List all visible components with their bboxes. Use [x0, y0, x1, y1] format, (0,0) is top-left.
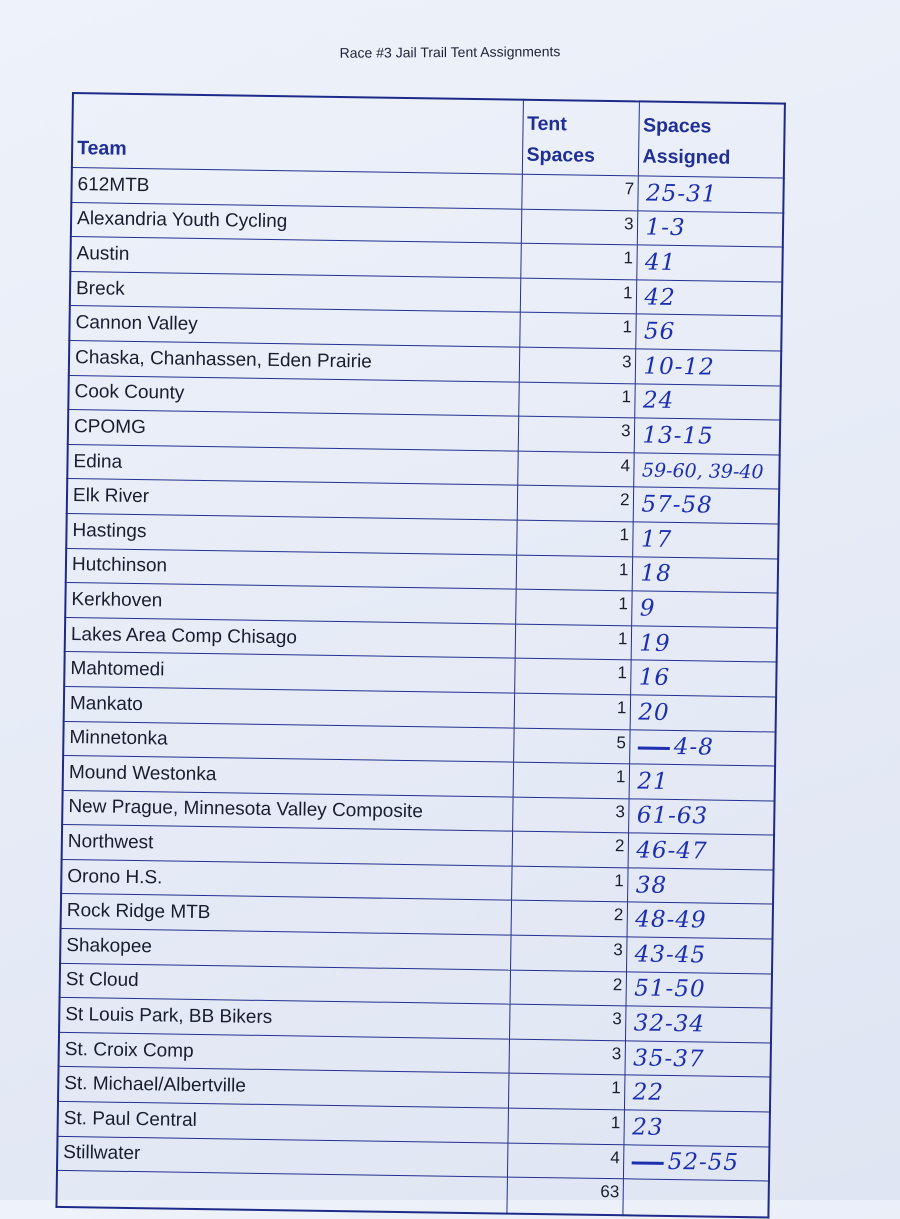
spaces-assigned-handwritten [637, 210, 783, 247]
team-name: Minnetonka [63, 721, 513, 762]
assigned-value: 56 [643, 318, 676, 346]
tent-spaces-count: 1 [520, 243, 637, 279]
team-name: Elk River [67, 479, 517, 520]
team-name: Edina [67, 444, 517, 485]
tent-spaces-count: 1 [513, 762, 630, 798]
spaces-assigned-handwritten [626, 971, 772, 1008]
team-name: Northwest [62, 825, 512, 866]
team-name: St Louis Park, BB Bikers [59, 998, 509, 1039]
assigned-value: 16 [638, 664, 671, 692]
spaces-assigned-handwritten [633, 453, 779, 490]
team-name: Lakes Area Comp Chisago [65, 617, 515, 658]
tent-spaces-count: 1 [515, 589, 632, 625]
total-empty-cell [56, 1171, 506, 1214]
team-name: Mound Westonka [63, 756, 513, 797]
assigned-value: 42 [644, 284, 676, 311]
assigned-value: 59-60, 39-40 [641, 459, 764, 483]
tent-spaces-count: 5 [513, 728, 630, 764]
team-name: 612MTB [71, 168, 521, 209]
team-name: Alexandria Youth Cycling [71, 202, 521, 243]
crossed-out-scribble [638, 737, 670, 759]
assigned-value: 48-49 [635, 906, 707, 934]
crossed-out-scribble [632, 1152, 664, 1174]
tent-spaces-count: 1 [518, 382, 635, 418]
assigned-value: 9 [639, 595, 656, 622]
team-name: Orono H.S. [61, 859, 511, 900]
assigned-value: 35-37 [633, 1045, 705, 1073]
tent-spaces-count: 3 [510, 935, 627, 971]
spaces-assigned-handwritten [631, 591, 777, 628]
team-name: St Cloud [60, 963, 510, 1004]
team-name: Austin [70, 237, 520, 278]
team-name: CPOMG [68, 410, 518, 451]
tent-spaces-count: 2 [517, 485, 634, 521]
spaces-assigned-handwritten [629, 729, 775, 766]
spaces-assigned-handwritten [628, 833, 774, 870]
team-name: Cook County [68, 375, 518, 416]
tent-spaces-count: 3 [518, 416, 635, 452]
tent-spaces-count: 1 [508, 1074, 625, 1110]
document-title: Race #3 Jail Trail Tent Assignments [339, 43, 561, 61]
spaces-assigned-handwritten [632, 556, 778, 593]
spaces-assigned-handwritten [636, 280, 782, 317]
assigned-value: 43-45 [634, 941, 707, 969]
spaces-assigned-handwritten [625, 1006, 771, 1043]
assigned-value: 21 [637, 768, 669, 795]
spaces-assigned-handwritten [623, 1110, 769, 1147]
team-name: Breck [70, 271, 520, 312]
spaces-assigned-handwritten [633, 487, 779, 524]
team-name: Mahtomedi [64, 652, 514, 693]
spaces-assigned-handwritten [624, 1041, 770, 1078]
team-name: Hutchinson [66, 548, 516, 589]
assigned-value: 22 [632, 1079, 665, 1107]
assigned-value: 32-34 [633, 1010, 706, 1038]
assigned-value: 23 [632, 1114, 664, 1141]
tent-spaces-count: 1 [511, 866, 628, 902]
spaces-assigned-handwritten [635, 349, 781, 386]
assigned-value: 13-15 [642, 422, 714, 450]
tent-spaces-count: 1 [515, 624, 632, 660]
team-name: Chaska, Chanhassen, Eden Prairie [69, 340, 519, 381]
spaces-assigned-handwritten [634, 383, 780, 420]
team-name: Stillwater [57, 1136, 507, 1177]
header-team: Team [72, 93, 523, 174]
tent-spaces-count: 1 [514, 658, 631, 694]
header-spaces-assigned: Spaces Assigned [638, 101, 785, 178]
assigned-value: 46-47 [636, 837, 708, 865]
assigned-value: 4-8 [673, 734, 715, 761]
team-name: St. Paul Central [58, 1101, 508, 1142]
team-name: Mankato [64, 686, 514, 727]
tent-spaces-count: 1 [516, 520, 633, 556]
tent-spaces-count: 1 [514, 693, 631, 729]
spaces-assigned-handwritten [627, 902, 773, 939]
spaces-assigned-handwritten [624, 1075, 770, 1112]
spaces-assigned-handwritten [629, 764, 775, 801]
table-header-row [72, 93, 785, 178]
tent-spaces-count: 3 [521, 209, 638, 245]
tent-spaces-count: 3 [512, 797, 629, 833]
spaces-assigned-handwritten [630, 695, 776, 732]
assigned-value: 25-31 [645, 180, 718, 208]
assigned-value: 41 [644, 249, 677, 276]
spaces-assigned-handwritten [635, 314, 781, 351]
assigned-value: 18 [640, 560, 672, 588]
assignments-table [55, 92, 785, 1219]
team-name: St. Croix Comp [59, 1032, 509, 1073]
spaces-assigned-handwritten [630, 660, 776, 697]
tent-spaces-count: 3 [508, 1039, 625, 1075]
total-assigned-cell [622, 1179, 769, 1218]
spaces-assigned-handwritten [631, 626, 777, 663]
spaces-assigned-handwritten [626, 937, 772, 974]
tent-spaces-count: 1 [507, 1108, 624, 1144]
assigned-value: 19 [639, 629, 671, 657]
tent-spaces-count: 3 [519, 347, 636, 383]
tent-spaces-count: 2 [512, 831, 629, 867]
spaces-assigned-handwritten [623, 1144, 769, 1181]
tent-spaces-count: 1 [516, 555, 633, 591]
team-name: New Prague, Minnesota Valley Composite [62, 790, 512, 831]
team-name: Shakopee [60, 928, 510, 969]
tent-spaces-count: 4 [507, 1143, 624, 1179]
assigned-value: 24 [642, 387, 675, 415]
tent-spaces-count: 4 [517, 451, 634, 487]
team-name: Hastings [66, 513, 516, 554]
tent-spaces-count: 7 [521, 174, 638, 210]
team-name: Kerkhoven [65, 583, 515, 624]
spaces-assigned-handwritten [636, 245, 782, 282]
team-name: St. Michael/Albertville [58, 1067, 508, 1108]
team-name: Cannon Valley [69, 306, 519, 347]
tent-spaces-count: 1 [519, 313, 636, 349]
tent-spaces-count: 2 [510, 970, 627, 1006]
assigned-value: 10-12 [643, 353, 715, 381]
assigned-value: 1-3 [645, 214, 686, 242]
spaces-assigned-handwritten [634, 418, 780, 455]
spaces-assigned-handwritten [628, 799, 774, 836]
assigned-value: 61-63 [636, 802, 709, 830]
table-body [56, 168, 783, 1218]
assigned-value: 20 [638, 699, 670, 726]
assigned-value: 38 [635, 872, 668, 899]
spaces-assigned-handwritten [637, 176, 783, 213]
assigned-value: 17 [640, 526, 673, 553]
spaces-assigned-handwritten [632, 522, 778, 559]
total-tent-spaces: 63 [506, 1177, 623, 1215]
tent-spaces-count: 3 [509, 1004, 626, 1040]
team-name: Rock Ridge MTB [61, 894, 511, 935]
assigned-value: 57-58 [641, 491, 713, 519]
assigned-value: 51-50 [634, 975, 706, 1003]
tent-spaces-count: 1 [520, 278, 637, 314]
header-tent-spaces: Tent Spaces [522, 100, 639, 176]
spaces-assigned-handwritten [627, 868, 773, 905]
assignment-sheet [55, 92, 783, 1219]
assigned-value: 52-55 [667, 1149, 740, 1177]
tent-spaces-count: 2 [511, 901, 628, 937]
